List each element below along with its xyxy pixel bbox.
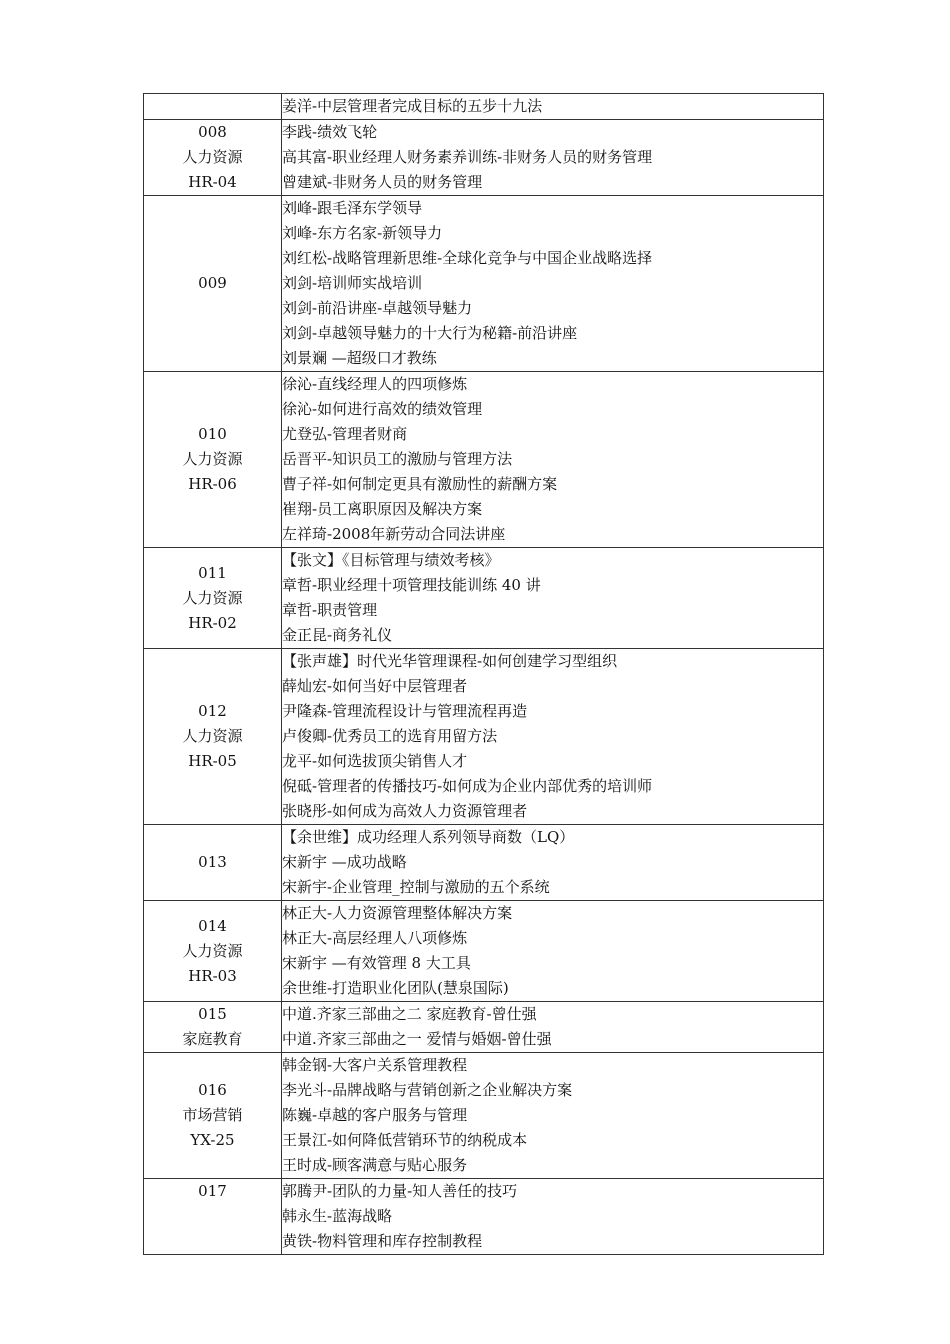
category-code-cell <box>144 1002 282 1053</box>
table-row <box>144 649 824 825</box>
course-list-cell <box>282 372 824 548</box>
category-code-line: 009 <box>198 274 227 292</box>
table-row <box>144 1002 824 1053</box>
category-code-line: HR-03 <box>188 966 237 985</box>
course-list-cell <box>282 94 824 120</box>
category-code-cell <box>144 120 282 196</box>
table-row <box>144 825 824 901</box>
course-title: 【张声雄】时代光华管理课程-如何创建学习型组织 <box>282 652 618 670</box>
course-title: 王时成-顾客满意与贴心服务 <box>282 1156 468 1174</box>
course-list-cell <box>282 1179 824 1255</box>
course-title: 岳晋平-知识员工的激励与管理方法 <box>282 450 513 468</box>
course-title: 刘红松-战略管理新思维-全球化竞争与中国企业战略选择 <box>282 249 653 267</box>
course-title: 姜洋-中层管理者完成目标的五步十九法 <box>282 97 543 115</box>
course-list-cell <box>282 825 824 901</box>
course-title: 李光斗-品牌战略与营销创新之企业解决方案 <box>282 1081 573 1099</box>
table-row <box>144 94 824 120</box>
category-code-cell <box>144 649 282 825</box>
course-title: 曹子祥-如何制定更具有激励性的薪酬方案 <box>282 475 558 493</box>
course-title: 【余世维】成功经理人系列领导商数（LQ） <box>282 828 575 846</box>
course-title: 刘剑-前沿讲座-卓越领导魅力 <box>282 299 473 317</box>
category-code-cell <box>144 1179 282 1255</box>
category-code-line: 人力资源 <box>182 941 243 960</box>
course-title: 【张文】《目标管理与绩效考核》 <box>282 551 500 569</box>
course-title: 韩金钢-大客户关系管理教程 <box>282 1056 468 1074</box>
course-title: 黄铁-物料管理和库存控制教程 <box>282 1232 483 1250</box>
course-title: 徐沁-如何进行高效的绩效管理 <box>282 400 483 418</box>
course-list-cell <box>282 649 824 825</box>
category-code-line: 015 <box>198 1005 227 1023</box>
course-list-cell <box>282 1053 824 1179</box>
category-code-cell <box>144 548 282 649</box>
course-list-cell <box>282 901 824 1002</box>
category-code-line: 013 <box>198 853 227 871</box>
course-title: 宋新宇 —成功战略 <box>282 853 407 871</box>
category-code-line: 012 <box>198 702 227 720</box>
course-title: 倪砥-管理者的传播技巧-如何成为企业内部优秀的培训师 <box>282 777 653 795</box>
category-code-line: 016 <box>198 1081 227 1099</box>
table-row <box>144 1179 824 1255</box>
course-title: 刘剑-卓越领导魅力的十大行为秘籍-前沿讲座 <box>282 324 578 342</box>
course-title: 薛灿宏-如何当好中层管理者 <box>282 677 468 695</box>
course-title: 王景江-如何降低营销环节的纳税成本 <box>282 1131 528 1149</box>
category-code-cell <box>144 901 282 1002</box>
course-title: 宋新宇-企业管理_控制与激励的五个系统 <box>282 878 550 896</box>
course-title: 刘景斓 —超级口才教练 <box>282 349 437 367</box>
course-title: 崔翔-员工离职原因及解决方案 <box>282 500 483 518</box>
course-title: 龙平-如何选拔顶尖销售人才 <box>282 752 468 770</box>
course-title: 陈巍-卓越的客户服务与管理 <box>282 1106 468 1124</box>
course-list-cell <box>282 120 824 196</box>
table-row <box>144 901 824 1002</box>
course-title: 刘剑-培训师实战培训 <box>282 274 423 292</box>
category-code-cell <box>144 825 282 901</box>
course-title: 林正大-人力资源管理整体解决方案 <box>282 904 513 922</box>
table-row <box>144 1053 824 1179</box>
course-title: 高其富-职业经理人财务素养训练-非财务人员的财务管理 <box>282 148 653 166</box>
category-code-line: HR-05 <box>188 752 237 770</box>
course-title: 郭腾尹-团队的力量-知人善任的技巧 <box>282 1182 518 1200</box>
category-code-line: 市场营销 <box>182 1106 243 1124</box>
table-row <box>144 372 824 548</box>
category-code-line: 014 <box>198 916 227 935</box>
course-title: 章哲-职业经理十项管理技能训练 40 讲 <box>282 576 541 594</box>
category-code-line: 人力资源 <box>182 148 243 166</box>
course-title: 余世维-打造职业化团队(慧泉国际) <box>282 979 509 997</box>
course-title: 宋新宇 —有效管理 8 大工具 <box>282 954 471 972</box>
course-title: 尤登弘-管理者财商 <box>282 425 408 443</box>
catalog-body <box>144 94 824 1255</box>
course-title: 尹隆森-管理流程设计与管理流程再造 <box>282 702 528 720</box>
course-title: 曾建斌-非财务人员的财务管理 <box>282 173 483 191</box>
category-code-cell <box>144 372 282 548</box>
course-title: 林正大-高层经理人八项修炼 <box>282 929 468 947</box>
category-code-line: HR-02 <box>188 613 237 632</box>
course-title: 刘峰-东方名家-新领导力 <box>282 224 443 242</box>
course-title: 卢俊卿-优秀员工的选育用留方法 <box>282 727 498 745</box>
category-code-line: 人力资源 <box>182 450 243 468</box>
course-title: 李践-绩效飞轮 <box>282 123 378 141</box>
table-row <box>144 120 824 196</box>
table-row <box>144 548 824 649</box>
course-list-cell <box>282 196 824 372</box>
course-list-cell <box>282 548 824 649</box>
course-title: 章哲-职责管理 <box>282 601 378 619</box>
course-title: 刘峰-跟毛泽东学领导 <box>282 199 423 217</box>
category-code-line: 010 <box>198 425 227 443</box>
course-title: 金正昆-商务礼仪 <box>282 626 393 644</box>
category-code-line: 人力资源 <box>182 588 243 607</box>
table-row <box>144 196 824 372</box>
category-code-line: 017 <box>198 1182 227 1200</box>
category-code-line: 008 <box>198 123 227 141</box>
course-title: 张晓彤-如何成为高效人力资源管理者 <box>282 802 528 820</box>
category-code-line: 人力资源 <box>182 727 243 745</box>
course-catalog-table <box>143 93 824 1255</box>
category-code-line: 011 <box>198 563 227 582</box>
course-title: 左祥琦-2008年新劳动合同法讲座 <box>282 525 506 543</box>
category-code-line: HR-06 <box>188 475 237 493</box>
course-title: 徐沁-直线经理人的四项修炼 <box>282 375 468 393</box>
course-title: 韩永生-蓝海战略 <box>282 1207 393 1225</box>
category-code-cell <box>144 94 282 120</box>
category-code-line: HR-04 <box>188 173 237 191</box>
course-list-cell <box>282 1002 824 1053</box>
category-code-line: 家庭教育 <box>182 1030 243 1048</box>
category-code-cell <box>144 1053 282 1179</box>
course-title: 中道.齐家三部曲之一 爱情与婚姻-曾仕强 <box>282 1030 552 1048</box>
category-code-cell <box>144 196 282 372</box>
category-code-line: YX-25 <box>190 1131 235 1149</box>
course-title: 中道.齐家三部曲之二 家庭教育-曾仕强 <box>282 1005 537 1023</box>
